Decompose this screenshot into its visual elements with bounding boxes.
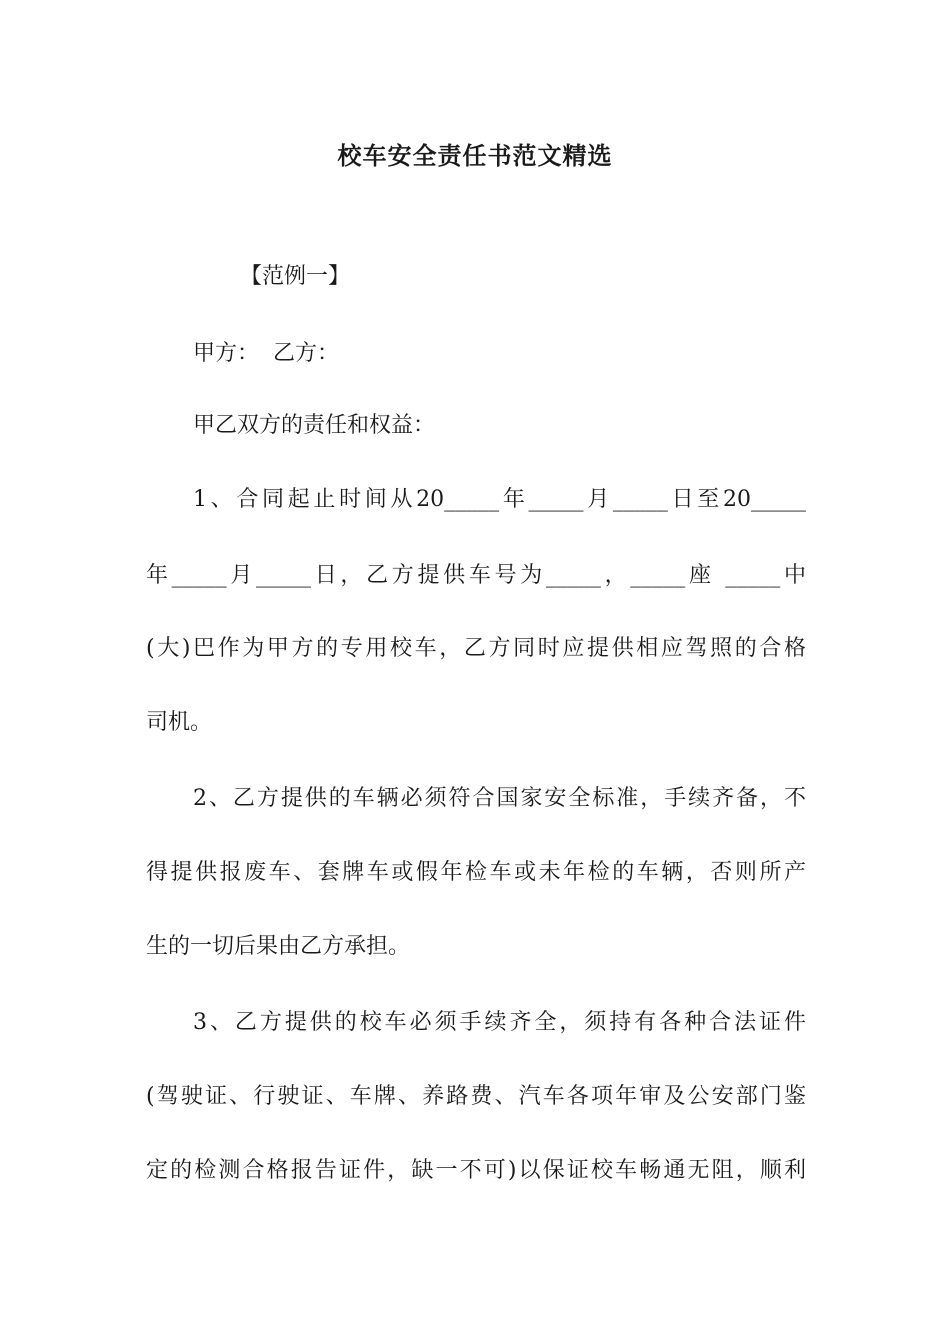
example-heading: 【范例一】 <box>240 264 351 289</box>
clause-3-line-1: 3、乙方提供的校车必须手续齐全，须持有各种合法证件 <box>193 1010 806 1035</box>
clause-2-line-1: 2、乙方提供的车辆必须符合国家安全标准，手续齐备，不 <box>193 786 806 811</box>
clause-3-line-3: 定的检测合格报告证件，缺一不可)以保证校车畅通无阻，顺利 <box>146 1158 806 1183</box>
clause-1-line-2: 年_____月_____日，乙方提供车号为_____，_____座 _____中 <box>146 563 806 588</box>
clause-2-line-2: 得提供报废车、套牌车或假年检车或未年检的车辆，否则所产 <box>146 860 806 885</box>
clause-2-line-3: 生的一切后果由乙方承担。 <box>146 934 411 959</box>
clause-3-line-2: (驾驶证、行驶证、车牌、养路费、汽车各项年审及公安部门鉴 <box>146 1084 806 1109</box>
document-title: 校车安全责任书范文精选 <box>337 142 613 170</box>
rights-intro: 甲乙双方的责任和权益： <box>193 413 436 438</box>
clause-1-line-3: (大)巴作为甲方的专用校车，乙方同时应提供相应驾照的合格 <box>146 636 806 661</box>
clause-1-line-4: 司机。 <box>146 710 213 735</box>
clause-1-line-1: 1、合同起止时间从20_____年_____月_____日至20_____ <box>193 487 806 512</box>
parties-line: 甲方： 乙方： <box>193 341 339 366</box>
